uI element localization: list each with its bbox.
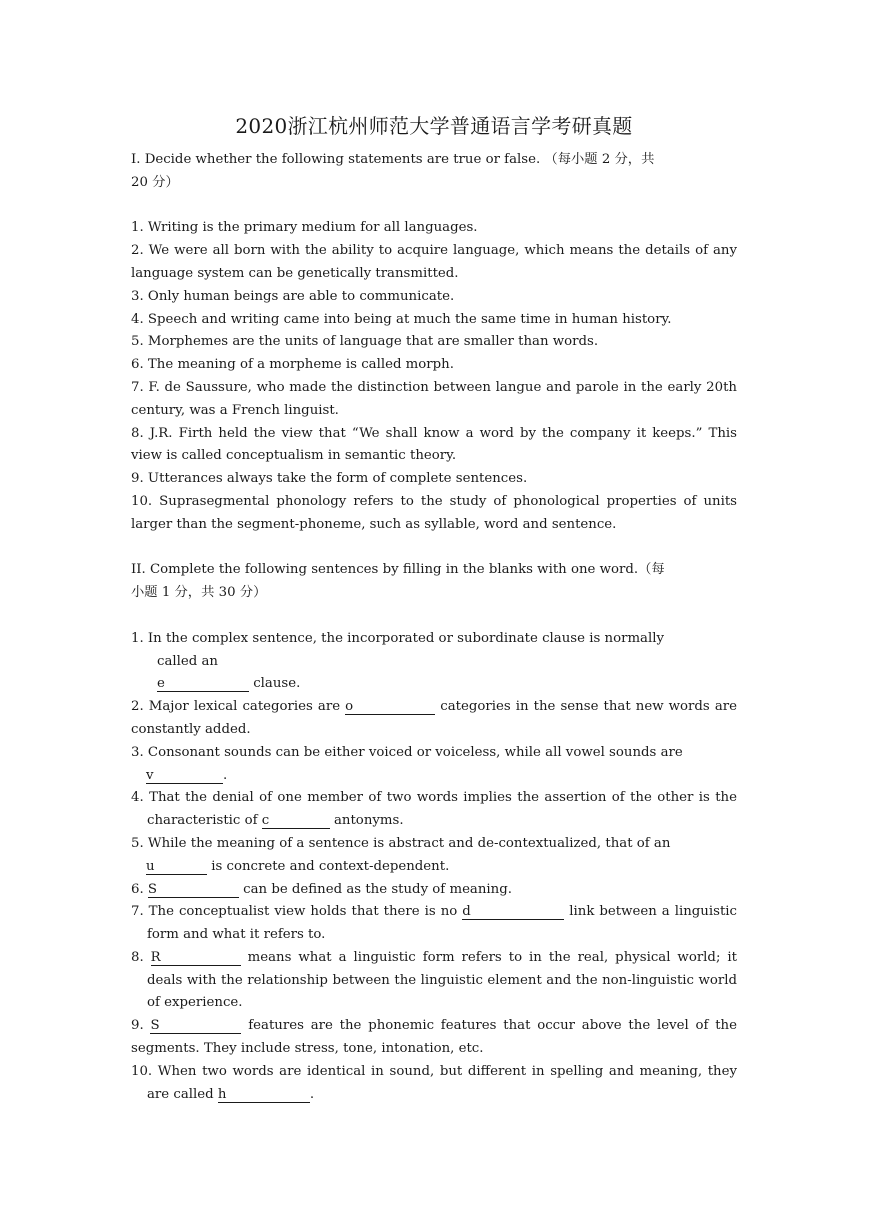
fill-item-7: 7. The conceptualist view holds that there is no d link between a linguistic form and what it refers to.	[131, 904, 737, 943]
tf-item-8: 8. J.R. Firth held the view that “We shall know a word by the company it keeps.” This view is called conceptualism in semantic theory.	[131, 425, 737, 464]
section2-heading: II. Complete the following sentences by filling in the blanks with one word.（每 小题 1 分，共 30 分）	[131, 562, 665, 601]
fill-item-5: 5. While the meaning of a sentence is abstract and de-contextualized, that of an u is concrete and context-dependent.	[131, 835, 671, 874]
exam-page: 2020浙江杭州师范大学普通语言学考研真题 I. Decide whether the following statements are true or false. （每小题 2 分，共 20 分） 1. Writing is the primary medium for all languages. 2. We were all born with the ability to acquire language, which means the details of any language system can be genetically transmitted. 3. Only human beings are able to communicate. 4. Speech and writing came into being at much the same time in human history. 5. Morphemes are the units of language that are smaller than words. 6. The meaning of a morpheme is called morph. 7. F. de Saussure, who made the distinction between langue and parole in the early 20th century, was a French linguist. 8. J.R. Firth held the view that “We shall know a word by the company it keeps.” This view is called conceptualism in semantic theory. 9. Utterances always take the form of complete sentences. 10. Suprasegmental phonology refers to the study of phonological properties of units larger than the segment-phoneme, such as syllable, word and sentence. II. Complete the following sentences by filling in the blanks with one word.（每 小题 1 分，共 30 分） 1. In the complex sentence, the incorporated or subordinate clause is normally called an e clause. 2. Major lexical categories are o categories in the sense that new words are constantly added. 3. Consonant sounds can be either voiced or voiceless, while all vowel sounds are v . 4. That the denial of one member of two words implies the assertion of the other is the characteristic of c antonyms. 5. While the meaning of a sentence is abstract and de-contextualized, that of an u is concrete and context-dependent. 6. S can be defined as the study of meaning. 7. The conceptualist view holds that there is no d link between a linguistic form and what it refers to. 8. R means what a linguistic form refers to in the real, physical world; it deals with the relationship between the linguistic element and the non-linguistic world of experience. 9. S features are the phonemic features that occur above the level of the segments. They include stress, tone, intonation, etc. 10. When two words are identical in sound, but different in spelling and meaning, they are called h .	[131, 110, 737, 1106]
answer-blank[interactable]: S	[150, 1018, 241, 1034]
fill-item-4: 4. That the denial of one member of two words implies the assertion of the other is the characteristic of c antonyms.	[131, 790, 737, 829]
tf-item-9: 9. Utterances always take the form of complete sentences.	[131, 471, 528, 487]
fill-item-9: 9. S features are the phonemic features that occur above the level of the segments. They include stress, tone, intonation, etc.	[131, 1018, 737, 1057]
section1-heading: I. Decide whether the following statements are true or false. （每小题 2 分，共 20 分）	[131, 152, 655, 190]
tf-item-6: 6. The meaning of a morpheme is called morph.	[131, 357, 454, 373]
tf-item-4: 4. Speech and writing came into being at much the same time in human history.	[131, 311, 672, 327]
tf-item-5: 5. Morphemes are the units of language that are smaller than words.	[131, 334, 599, 350]
tf-item-7: 7. F. de Saussure, who made the distinction between langue and parole in the early 20th century, was a French linguist.	[131, 379, 737, 418]
fill-item-3: 3. Consonant sounds can be either voiced or voiceless, while all vowel sounds are v .	[131, 744, 683, 783]
fill-item-10: 10. When two words are identical in sound, but different in spelling and meaning, they are called h .	[131, 1063, 737, 1102]
fill-item-1: 1. In the complex sentence, the incorporated or subordinate clause is normally	[131, 630, 664, 646]
answer-blank[interactable]: o	[345, 699, 435, 715]
tf-item-10: 10. Suprasegmental phonology refers to the study of phonological properties of units larger than the segment-phoneme, such as syllable, word and sentence.	[131, 493, 737, 532]
answer-blank[interactable]: v	[146, 768, 223, 784]
answer-blank[interactable]: u	[146, 859, 207, 875]
answer-blank[interactable]: h	[218, 1087, 310, 1103]
answer-blank[interactable]: e	[157, 676, 249, 692]
fill-item-8: 8. R means what a linguistic form refers to in the real, physical world; it deals with the relationship between the linguistic element and the non-linguistic world of experience.	[131, 949, 737, 1011]
answer-blank[interactable]: R	[151, 950, 241, 966]
tf-item-1: 1. Writing is the primary medium for all languages.	[131, 220, 478, 236]
answer-blank[interactable]: d	[462, 904, 564, 920]
fill-item-6: 6. S can be defined as the study of meaning.	[131, 881, 512, 897]
answer-blank[interactable]: S	[148, 882, 239, 898]
tf-item-3: 3. Only human beings are able to communicate.	[131, 288, 455, 304]
fill-item-2: 2. Major lexical categories are o categories in the sense that new words are constantly added.	[131, 699, 737, 737]
answer-blank[interactable]: c	[262, 813, 330, 829]
page-title: 2020浙江杭州师范大学普通语言学考研真题	[235, 114, 633, 138]
tf-item-2: 2. We were all born with the ability to acquire language, which means the details of any language system can be genetically transmitted.	[131, 243, 737, 281]
